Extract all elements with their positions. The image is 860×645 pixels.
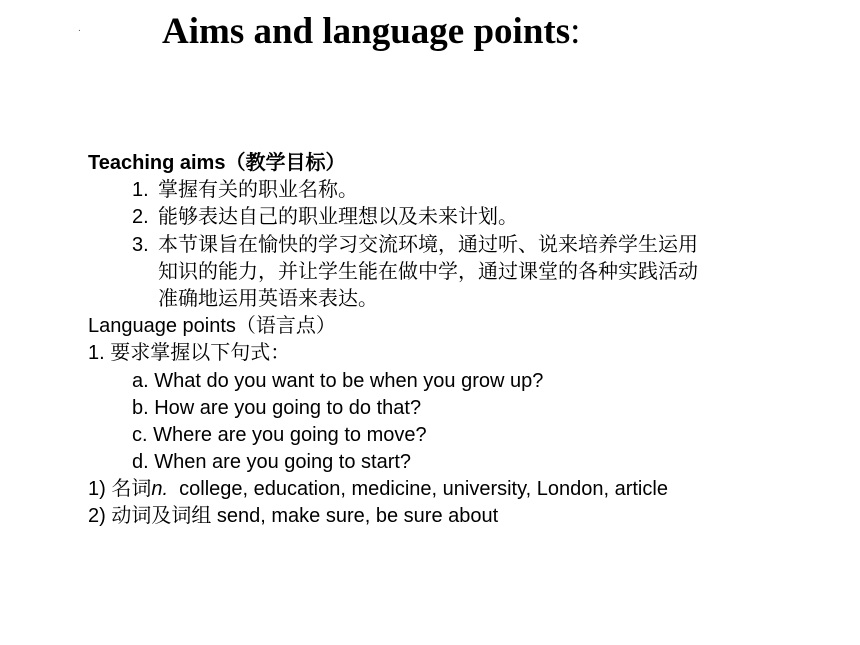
teaching-aim-item (88, 204, 808, 231)
sentence-pattern: a. What do you want to be when you grow up? (132, 369, 544, 392)
slide-title-text: Aims and language points (162, 11, 571, 52)
teaching-aim-number: 1. (132, 179, 149, 202)
teaching-aim-continuation: 知识的能力，并让学生能在做中学，通过课堂的各种实践活动 (158, 260, 698, 283)
teaching-aim-number: 3. (132, 233, 149, 256)
verbs-line: 2) 动词及词组 send, make sure, be sure about (88, 505, 499, 528)
slide-title-colon: : (570, 11, 581, 52)
teaching-aim-text: 本节课旨在愉快的学习交流环境，通过听、说来培养学生运用 (158, 233, 698, 256)
teaching-aim-text: 能够表达自己的职业理想以及未来计划。 (158, 206, 518, 229)
slide-title (162, 10, 580, 54)
sentence-pattern: c. Where are you going to move? (132, 423, 427, 446)
teaching-aim-text: 掌握有关的职业名称。 (158, 179, 358, 202)
teaching-aim-item (88, 232, 808, 259)
sentence-pattern: d. When are you going to start? (132, 451, 412, 474)
sentence-pattern: b. How are you going to do that? (132, 396, 422, 419)
teaching-aim-number: 2. (132, 206, 149, 229)
decorative-dot: . (78, 23, 81, 34)
teaching-aim-continuation: 准确地运用英语来表达。 (158, 287, 378, 310)
language-points-subheading: 1. 要求掌握以下句式： (88, 342, 291, 365)
nouns-line (88, 476, 808, 503)
slide-body (88, 150, 808, 531)
language-points-heading: Language points（语言点） (88, 315, 336, 338)
teaching-aims-heading: Teaching aims（教学目标） (88, 152, 346, 174)
nouns-prefix: 1) 名词 (88, 478, 152, 501)
nouns-abbr: n. (151, 478, 169, 501)
nouns-words: college, education, medicine, university, London, article (168, 478, 668, 501)
teaching-aim-item (88, 177, 808, 204)
